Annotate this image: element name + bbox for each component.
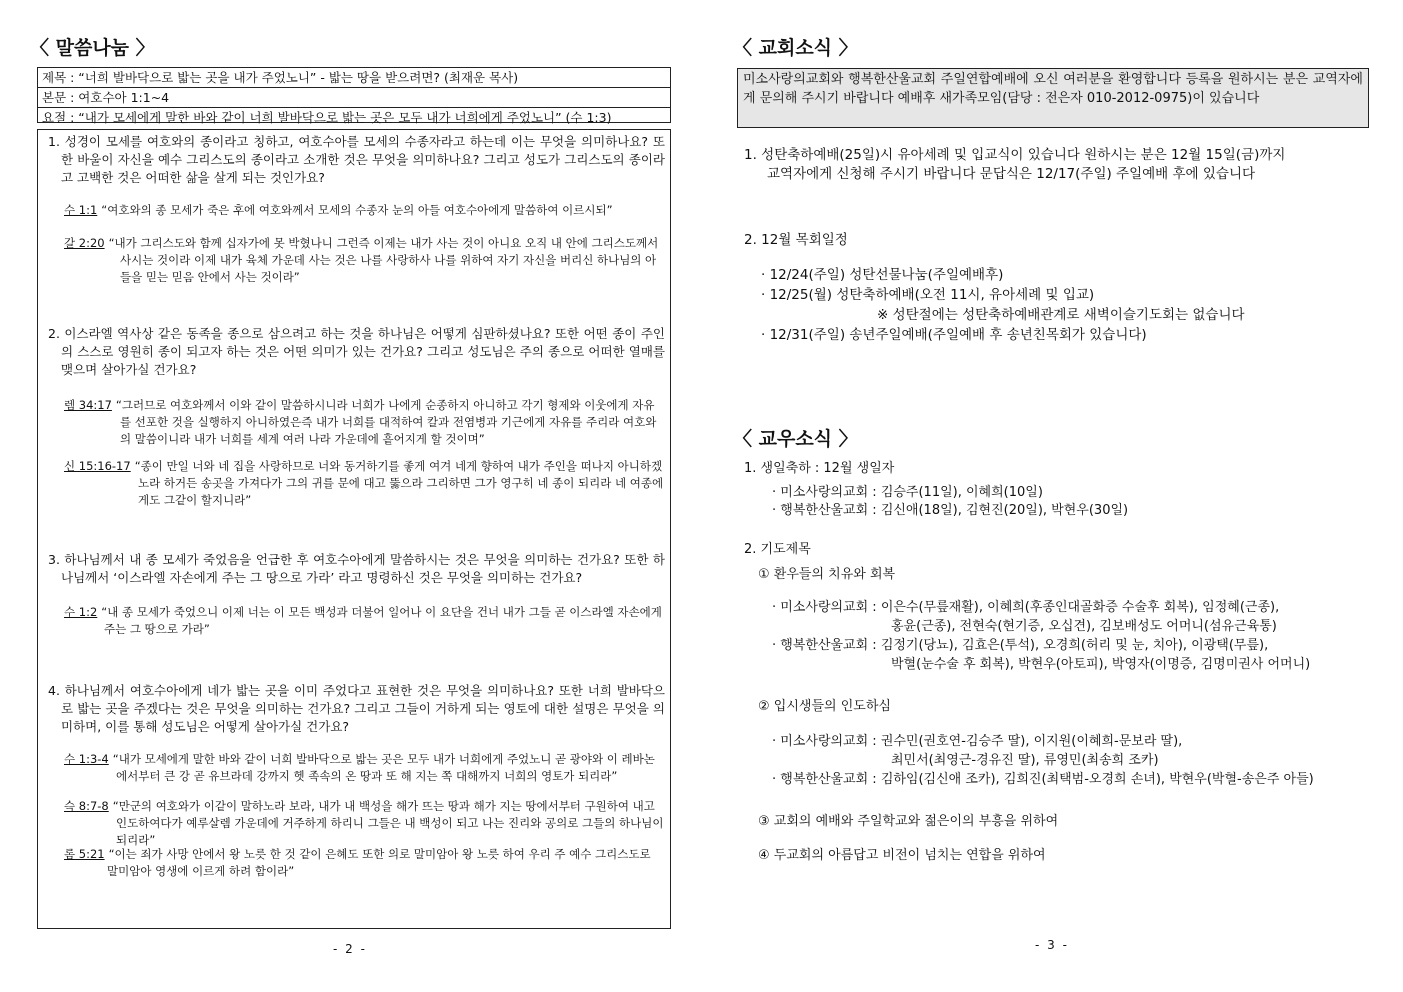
question-2: 2. 이스라엘 역사상 같은 동족을 종으로 삼으려고 하는 것을 하나님은 어떻게 심판하셨나요? 또한 어떤 종이 주인의 스스로 영원히 종이 되고자 하는 것은 어떤 의미가 있는 건가요? 그리고 성도님은 주의 종으로 어떠한 열매를 맺으며 살아가실 건가요? [48,326,665,377]
reference-4-1 [64,751,664,785]
sermon-header-box [37,67,671,123]
prayer-2-miso-line-2: 최민서(최영근-경유진 딸), 류영민(최송희 조카) [891,753,1159,768]
reference-1-2 [64,235,664,286]
schedule-note: ※ 성탄절에는 성탄축하예배관계로 새벽이슬기도회는 없습니다 [877,307,1245,323]
prayer-2-happy: · 행복한산울교회 : 김하임(김신애 조카), 김희진(최택범-오경희 손녀), 박현우(박혈-송은주 아들) [772,772,1314,787]
member-news-title: 〈 교우소식 〉 [733,428,858,450]
news-item-2-title: 2. 12월 목회일정 [744,232,848,248]
schedule-item-1: · 12/24(주일) 성탄선물나눔(주일예배후) [761,267,1004,283]
prayer-1-title: ① 환우들의 치유와 회복 [758,567,896,582]
prayer-1-happy-line-1: · 행복한산울교회 : 김정기(당뇨), 김효은(투석), 오경희(허리 및 눈, 치아), 이광택(무릎), [772,638,1269,653]
birthday-title: 1. 생일축하 : 12월 생일자 [744,461,895,476]
welcome-notice: 미소사랑의교회와 행복한산울교회 주일연합예배에 오신 여러분을 환영합니다 등록을 원하시는 분은 교역자에게 문의해 주시기 바랍니다 예배후 새가족모임(담당 : 전은자 010-2012-0975)이 있습니다 [737,68,1369,128]
prayer-2-miso-line-1: · 미소사랑의교회 : 권수민(권호연-김승주 딸), 이지원(이혜희-문보라 딸), [772,734,1183,749]
reference-4-3 [64,846,664,880]
prayer-1-miso-line-1: · 미소사랑의교회 : 이은수(무릎재활), 이혜희(후종인대골화증 수술후 회복), 임정혜(근종), [772,600,1280,615]
reference-label: 갈 2:20 [64,236,105,250]
schedule-item-3: · 12/31(주일) 송년주일예배(주일예배 후 송년친목회가 있습니다) [761,327,1147,343]
reference-text: “이는 죄가 사망 안에서 왕 노릇 한 것 같이 은혜도 또한 의로 말미암아 왕 노릇 하여 우리 주 예수 그리스도로 말미암아 영생에 이르게 하려 함이라” [107,847,651,878]
reference-2-1 [64,397,664,448]
reference-label: 슥 8:7-8 [64,799,109,813]
reference-2-2 [64,458,664,509]
prayer-1-miso-line-2: 홍윤(근종), 전현숙(현기증, 오십견), 김보배성도 어머니(섬유근육통) [891,619,1277,634]
reference-label: 롬 5:21 [64,847,105,861]
prayer-3: ③ 교회의 예배와 주일학교와 젊은이의 부흥을 위하여 [758,814,1059,829]
news-item-1-line-2: 교역자에게 신청해 주시기 바랍니다 문답식은 12/17(주일) 주일예배 후에 있습니다 [767,166,1256,182]
reference-label: 렘 34:17 [64,398,112,412]
news-item-1-line-1: 1. 성탄축하예배(25일)시 유아세례 및 입교식이 있습니다 원하시는 분은 12월 15일(금)까지 [744,147,1286,163]
reference-text: “만군의 여호와가 이같이 말하노라 보라, 내가 내 백성을 해가 뜨는 땅과 해가 지는 땅에서부터 구원하여 내고 인도하여다가 예루살렘 가운데에 거주하게 하리니 그들은 내 백성이 되고 나는 진리와 공의로 그들의 하나님이 되리라” [112,799,664,847]
question-3: 3. 하나님께서 내 종 모세가 죽었음을 언급한 후 여호수아에게 말씀하시는 것은 무엇을 의미하는 건가요? 또한 하나님께서 ‘이스라엘 자손에게 주는 그 땅으로 가라’ 라고 명령하신 것은 무엇을 의미하는 건가요? [48,552,665,585]
reference-4-2 [64,798,664,849]
reference-text: “내 종 모세가 죽었으니 이제 너는 이 모든 백성과 더불어 일어나 이 요단을 건너 내가 그들 곧 이스라엘 자손에게 주는 그 땅으로 가라” [101,605,662,636]
schedule-item-2: · 12/25(월) 성탄축하예배(오전 11시, 유아세례 및 입교) [761,287,1095,303]
prayer-1-happy-line-2: 박혈(눈수술 후 회복), 박현우(아토피), 박영자(이명증, 김명미권사 어머니) [891,657,1311,672]
reference-text: “내가 모세에게 말한 바와 같이 너희 발바닥으로 밟는 곳은 모두 내가 너희에게 주었노니 곧 광야와 이 레바논에서부터 큰 강 곧 유브라데 강까지 헷 족속의 온 땅과 또 해 지는 쪽 대해까지 너희의 영토가 되리라” [112,752,655,783]
reference-3-1 [64,604,664,638]
sermon-title: 제목 : “너희 발바닥으로 밟는 곳을 내가 주었노니” - 밟는 땅을 받으려면? (최재운 목사) [38,68,670,88]
question-1: 1. 성경이 모세를 여호와의 종이라고 칭하고, 여호수아를 모세의 수종자라고 하는데 이는 무엇을 의미하나요? 또한 바울이 자신을 예수 그리스도의 종이라고 소개한 것은 무엇을 의미하나요? 그리고 성도가 그리스도의 종이라고 고백한 것은 어떠한 삶을 살게 되는 것인가요? [48,134,665,185]
reference-1-1 [64,202,664,219]
sermon-scripture: 본문 : 여호수아 1:1~4 [38,88,670,108]
reference-text: “그러므로 여호와께서 이와 같이 말씀하시니라 너희가 나에게 순종하지 아니하고 각기 형제와 이웃에게 자유를 선포한 것을 실행하지 아니하였은즉 내가 너희를 대적하여 칼과 전염병과 기근에게 자유를 주리라 여호와의 말씀이니라 내가 너희를 세계 여러 나라 가운데에 흩어지게 할 것이며” [115,398,657,446]
prayer-2-title: ② 입시생들의 인도하심 [758,699,891,714]
reference-text: “내가 그리스도와 함께 십자가에 못 박혔나니 그런즉 이제는 내가 사는 것이 아니요 오직 내 안에 그리스도께서 사시는 것이라 이제 내가 육체 가운데 사는 것은 나를 사랑하사 나를 위하여 자기 자신을 버리신 하나님의 아들을 믿는 믿음 안에서 사는 것이라” [108,236,659,284]
reference-label: 수 1:2 [64,605,98,619]
page-number-left: - 2 - [333,942,367,956]
birthday-happy: · 행복한산울교회 : 김신애(18일), 김현진(20일), 박현우(30일) [772,503,1129,518]
question-4: 4. 하나님께서 여호수아에게 네가 밟는 곳을 이미 주었다고 표현한 것은 무엇을 의미하나요? 또한 너희 발바닥으로 밟는 곳을 주겠다는 것은 무엇을 의미하는 건가요? 그리고 그들이 거하게 되는 영토에 대한 설명은 무엇을 의미하며, 이를 통해 성도님은 어떻게 살아가실 건가요? [48,683,665,734]
reference-label: 신 15:16-17 [64,459,131,473]
sermon-sharing-title: 〈 말씀나눔 〉 [30,37,155,59]
reference-label: 수 1:1 [64,203,98,217]
page-number-right: - 3 - [1035,938,1069,952]
sermon-summary: 요절 : “내가 모세에게 말한 바와 같이 너희 발바닥으로 밟는 곳은 모두 내가 너희에게 주었노니” (수 1:3) [42,110,612,125]
church-news-title: 〈 교회소식 〉 [733,37,858,59]
prayer-4: ④ 두교회의 아름답고 비전이 넘치는 연합을 위하여 [758,848,1046,863]
reference-text: “종이 만일 너와 네 집을 사랑하므로 너와 동거하기를 좋게 여겨 네게 향하여 내가 주인을 떠나지 아니하겠노라 하거든 송곳을 가져다가 그의 귀를 문에 대고 뚫으라 그리하면 그가 영구히 네 종이 되리라 네 여종에게도 그같이 할지니라” [134,459,664,507]
prayer-title: 2. 기도제목 [744,542,811,557]
birthday-miso: · 미소사랑의교회 : 김승주(11일), 이혜희(10일) [772,485,1043,500]
reference-text: “여호와의 종 모세가 죽은 후에 여호와께서 모세의 수종자 눈의 아들 여호수아에게 말씀하여 이르시되” [101,203,613,217]
reference-label: 수 1:3-4 [64,752,109,766]
